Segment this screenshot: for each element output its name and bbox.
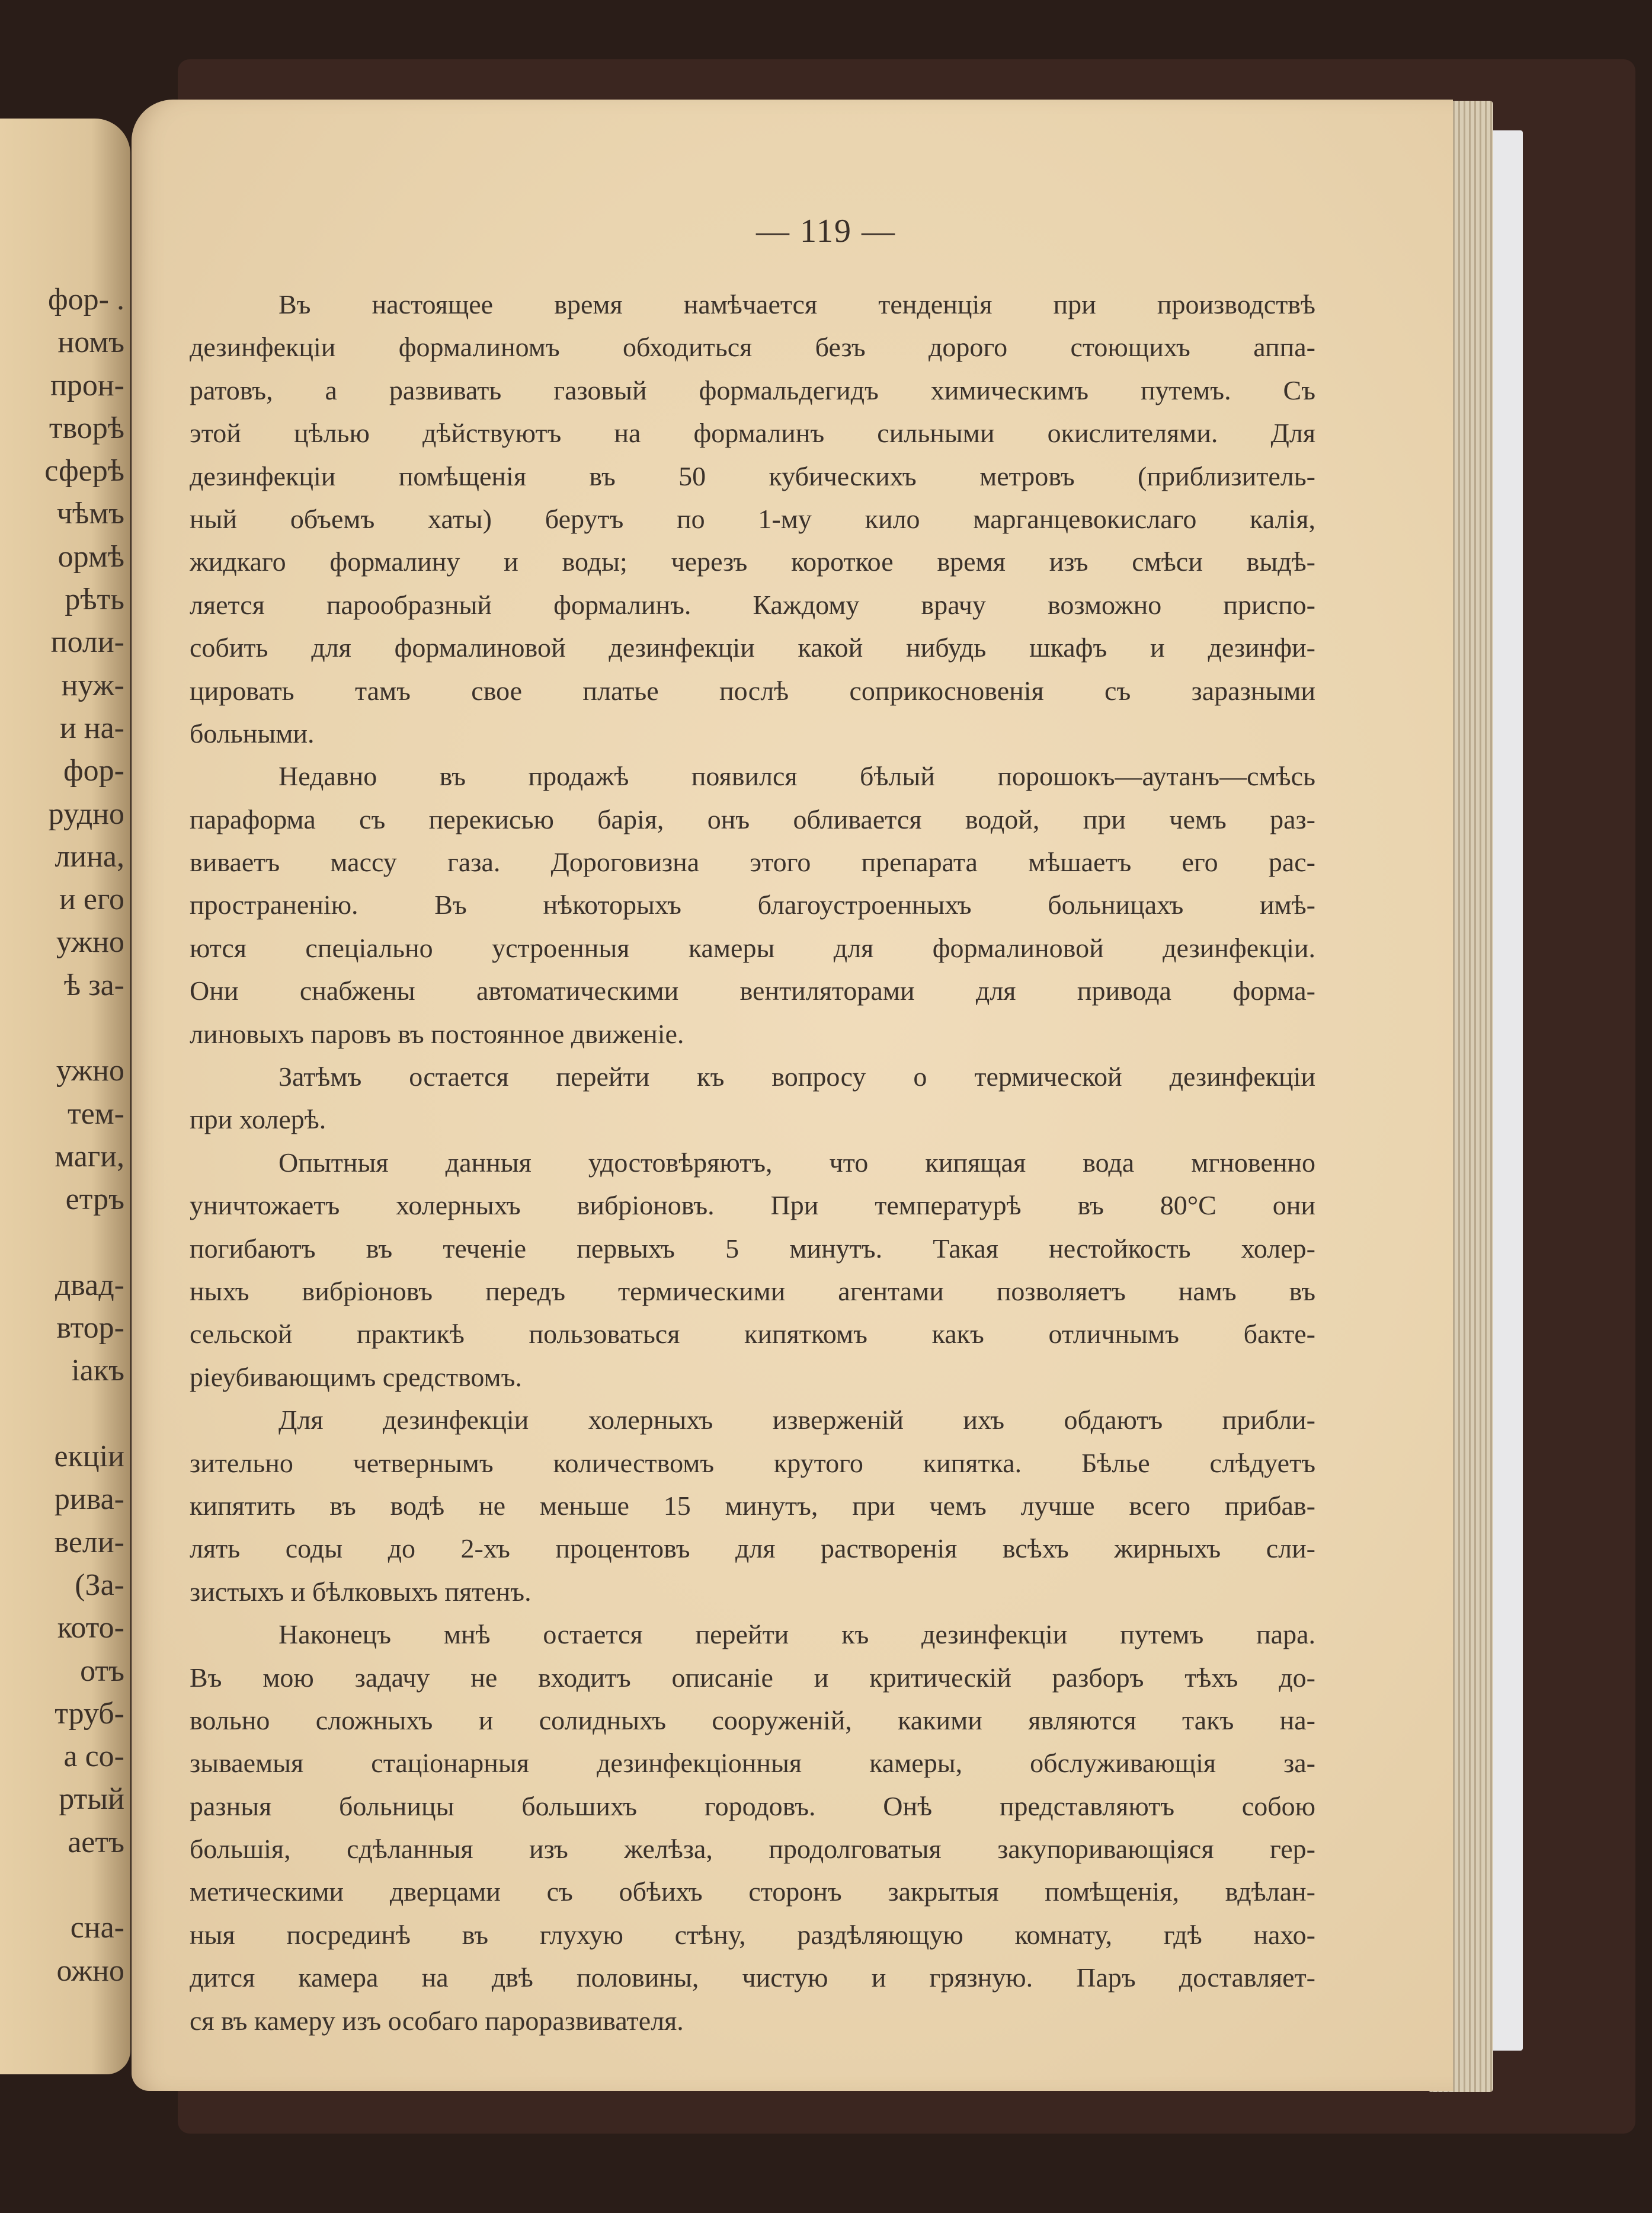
- text-line: Для дезинфекцiи холерныхъ изверженiй ихъ обдаютъ прибли-: [278, 1405, 1315, 1435]
- previous-page-line: сферѣ: [44, 454, 124, 488]
- text-line: ляется парообразный формалинъ. Каждому врачу возможно приспо-: [190, 589, 1315, 620]
- text-line: этой цѣлью дѣйствуютъ на формалинъ сильными окислителями. Для: [190, 418, 1315, 449]
- text-line: при холерѣ.: [190, 1104, 326, 1135]
- previous-page-line: маги,: [55, 1139, 124, 1173]
- previous-page-line: рѣть: [65, 583, 124, 617]
- previous-page-line: отъ: [80, 1654, 124, 1688]
- previous-page-line: и его: [59, 882, 124, 917]
- text-line: Наконецъ мнѣ остается перейти къ дезинфекцiи путемъ пара.: [278, 1619, 1315, 1650]
- text-line: ныя посрединѣ въ глухую стѣну, раздѣляющую комнату, гдѣ нахо-: [190, 1919, 1315, 1950]
- previous-page-line: [0, 1393, 124, 1435]
- text-line: ный объемъ хаты) берутъ по 1-му кило марганцевокислаго калiя,: [190, 503, 1315, 534]
- text-line: рiеубивающимъ средствомъ.: [190, 1361, 522, 1392]
- previous-page-line: фор- .: [47, 283, 124, 316]
- text-line: метическими дверцами съ обѣихъ сторонъ закрытыя помѣщенiя, вдѣлан-: [190, 1876, 1315, 1907]
- previous-page-line: ртый: [59, 1782, 124, 1817]
- text-line: Въ настоящее время намѣчается тенденцiя при производствѣ: [278, 289, 1315, 319]
- text-line: дится камера на двѣ половины, чистую и грязную. Паръ доставляет-: [190, 1962, 1315, 1993]
- previous-page-line: нуж-: [61, 668, 124, 702]
- text-line: жидкаго формалину и воды; черезъ короткое время изъ смѣси выдѣ-: [190, 546, 1315, 577]
- previous-page-line: [0, 1221, 124, 1264]
- previous-page-line: чѣмъ: [56, 497, 124, 531]
- previous-page-line: екцiи: [54, 1440, 124, 1474]
- previous-page-line: тем-: [67, 1096, 124, 1131]
- previous-page-line: творѣ: [49, 411, 124, 445]
- text-line: Недавно въ продажѣ появился бѣлый порошокъ—аутанъ—смѣсь: [278, 761, 1315, 792]
- text-line: уничтожаетъ холерныхъ вибрiоновъ. При температурѣ въ 80°С они: [190, 1190, 1315, 1221]
- previous-page-line: ожно: [56, 1953, 124, 1988]
- text-line: ются спецiально устроенныя камеры для формалиновой дезинфекцiи.: [190, 932, 1315, 963]
- text-line: Затѣмъ остается перейти къ вопросу о термической дезинфекцiи: [278, 1061, 1315, 1092]
- previous-page-line: iакъ: [71, 1354, 124, 1388]
- text-line: дезинфекцiи помѣщенiя въ 50 кубическихъ метровъ (приблизитель-: [190, 460, 1315, 491]
- text-line: больными.: [190, 718, 315, 749]
- text-line: зительно четвернымъ количествомъ крутого кипятка. Бѣлье слѣдуетъ: [190, 1447, 1315, 1478]
- previous-page-line: фор-: [63, 754, 124, 788]
- previous-page-line: ужно: [56, 925, 124, 960]
- previous-page-line: вели-: [54, 1525, 124, 1559]
- text-line: большiя, сдѣланныя изъ желѣза, продолговатыя закупоривающiяся гер-: [190, 1834, 1315, 1865]
- previous-page-line: лина,: [55, 839, 124, 874]
- text-line: зываемыя стацiонарныя дезинфекцiонныя камеры, обслуживающiя за-: [190, 1748, 1315, 1779]
- text-line: собить для формалиновой дезинфекцiи какой нибудь шкафъ и дезинфи-: [190, 632, 1315, 663]
- previous-page-line: етръ: [65, 1182, 124, 1217]
- text-line: сельской практикѣ пользоваться кипяткомъ какъ отличнымъ бакте-: [190, 1319, 1315, 1349]
- previous-page-line: (За-: [75, 1568, 124, 1602]
- previous-page-line: аетъ: [68, 1825, 124, 1859]
- text-line: виваетъ массу газа. Дороговизна этого препарата мѣшаетъ его рас-: [190, 847, 1315, 878]
- previous-page-line: номъ: [57, 325, 124, 360]
- text-line: зистыхъ и бѣлковыхъ пятенъ.: [190, 1576, 532, 1607]
- previous-page-line: и на-: [59, 711, 124, 745]
- text-line: ратовъ, а развивать газовый формальдегидъ химическимъ путемъ. Съ: [190, 375, 1315, 405]
- text-line: разныя больницы большихъ городовъ. Онѣ представляютъ собою: [190, 1790, 1315, 1821]
- text-line: цировать тамъ свое платье послѣ соприкосновенiя съ заразными: [190, 675, 1315, 706]
- text-line: Опытныя данныя удостовѣряютъ, что кипящая вода мгновенно: [278, 1147, 1315, 1178]
- previous-page-line: [0, 1007, 124, 1050]
- previous-page-line: рудно: [48, 797, 124, 831]
- text-line: кипятить въ водѣ не меньше 15 минутъ, при чемъ лучше всего прибав-: [190, 1490, 1315, 1521]
- text-line: линовыхъ паровъ въ постоянное движенiе.: [190, 1018, 684, 1049]
- previous-page-line: сна-: [70, 1911, 124, 1945]
- previous-page: [0, 119, 130, 2074]
- text-line: дезинфекцiи формалиномъ обходиться безъ дорого стоющихъ аппа-: [190, 332, 1315, 363]
- previous-page-line: ужно: [56, 1054, 124, 1088]
- text-line: параформа съ перекисью барiя, онъ обливается водой, при чемъ раз-: [190, 804, 1315, 834]
- text-line: вольно сложныхъ и солидныхъ сооруженiй, какими являются такъ на-: [190, 1704, 1315, 1735]
- previous-page-text: [0, 279, 124, 1993]
- text-line: ся въ камеру изъ особаго пароразвивателя.: [190, 2005, 684, 2036]
- text-line: Въ мою задачу не входитъ описанiе и критическiй разборъ тѣхъ до-: [190, 1662, 1315, 1693]
- previous-page-line: ѣ за-: [63, 968, 124, 1002]
- page-number: — 119 —: [756, 213, 896, 250]
- text-line: ныхъ вибрiоновъ передъ термическими агентами позволяетъ намъ въ: [190, 1275, 1315, 1306]
- previous-page-line: [0, 1864, 124, 1907]
- previous-page-line: труб-: [55, 1696, 124, 1731]
- previous-page-line: а со-: [63, 1739, 124, 1774]
- previous-page-line: втор-: [56, 1311, 124, 1345]
- previous-page-line: поли-: [50, 625, 124, 660]
- text-line: Они снабжены автоматическими вентиляторами для привода форма-: [190, 976, 1315, 1006]
- text-line: лять соды до 2-хъ процентовъ для растворенiя всѣхъ жирныхъ сли-: [190, 1533, 1315, 1564]
- text-line: погибаютъ въ теченiе первыхъ 5 минутъ. Такая нестойкость холер-: [190, 1233, 1315, 1264]
- previous-page-line: двад-: [55, 1268, 124, 1302]
- previous-page-line: рива-: [54, 1482, 124, 1517]
- page-text-body: [190, 283, 1315, 2042]
- previous-page-line: ормѣ: [57, 539, 124, 574]
- previous-page-line: прон-: [50, 368, 124, 402]
- text-line: пространенiю. Въ нѣкоторыхъ благоустроенныхъ больницахъ имѣ-: [190, 890, 1315, 920]
- previous-page-line: кото-: [57, 1611, 124, 1645]
